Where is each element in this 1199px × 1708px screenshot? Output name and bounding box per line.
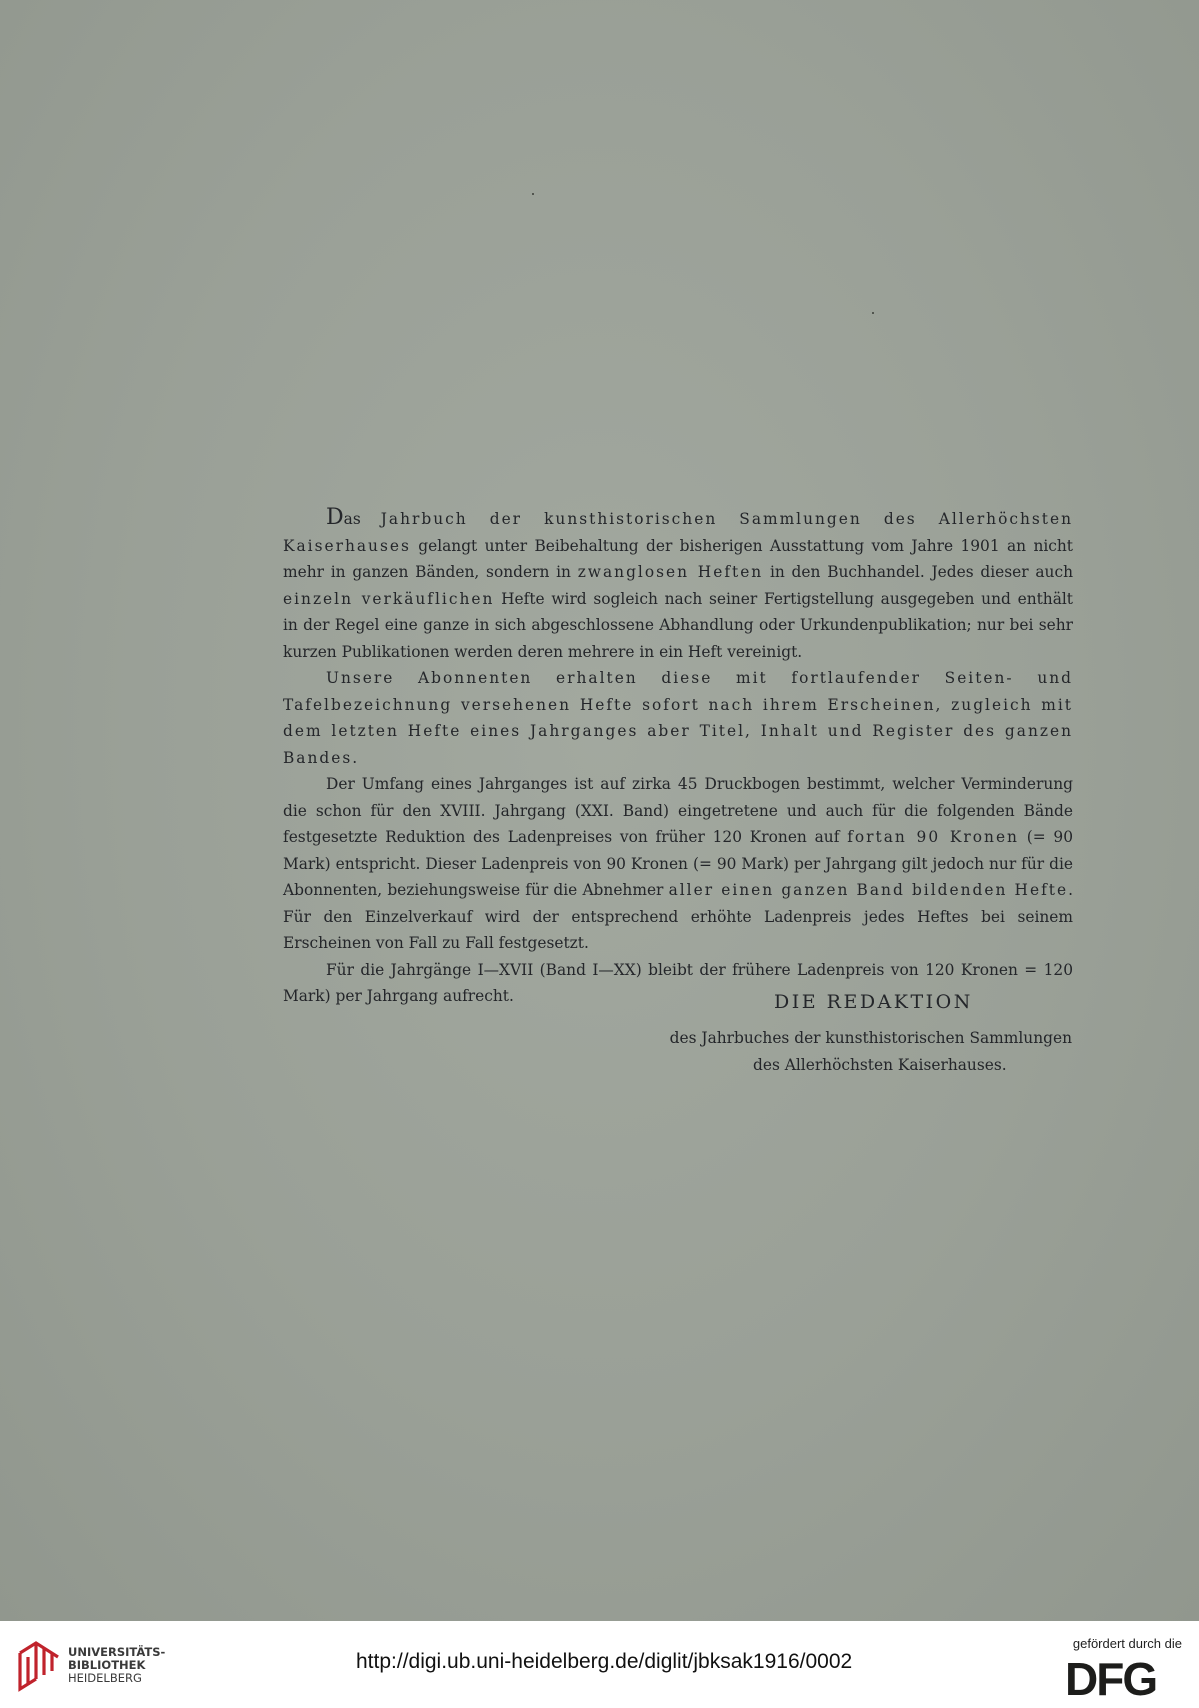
text-segment: . Für den Einzelverkauf wird der entsprechend erhöhte Ladenpreis jedes Heftes bei seinem Erscheinen von Fall zu Fall festgesetzt. — [283, 881, 1073, 952]
spaced-text-segment: zwanglosen Heften — [577, 563, 764, 581]
dfg-logo-text: DFG — [1065, 1657, 1157, 1699]
library-name-line-3: HEIDELBERG — [68, 1671, 142, 1685]
funding-note: gefördert durch die — [1072, 1636, 1182, 1651]
spaced-text-segment: fortan 90 Kronen — [847, 828, 1019, 846]
paper-speck — [532, 193, 534, 195]
paragraph — [283, 665, 1073, 771]
permalink-url[interactable]: http://digi.ub.uni-heidelberg.de/diglit/jbksak1916/0002 — [356, 1650, 853, 1673]
text-segment: Hefte wird sogleich nach seiner Fertigstellung ausgegeben und enthält in der Regel eine ganze in sich abgeschlossene Abhandlung oder Urkundenpublikation; nur bei sehr kurzen Publikationen werden deren mehrere in ein Heft vereinigt. — [283, 589, 1073, 661]
library-name-line-1: UNIVERSITÄTS- — [68, 1645, 166, 1659]
text-segment: (= 90 Mark) entspricht. Dieser Ladenpreis von 90 Kronen (= 90 Mark) per Jahrgang gilt jedoch nur für die Abonnenten, beziehungsweise für die Abnehmer — [283, 828, 1073, 899]
spaced-text-segment: einzeln verkäuflichen — [283, 589, 495, 608]
library-name[interactable] — [68, 1646, 165, 1685]
dfg-logo-icon[interactable] — [1065, 1657, 1182, 1699]
dropcap-letter: D — [326, 505, 344, 530]
paragraph — [283, 771, 1073, 957]
paragraph — [283, 505, 1073, 665]
text-segment: Der Umfang eines Jahrganges ist auf zirka 45 Druckbogen bestimmt, welcher Verminderung die schon für den XVIII. Jahrgang (XXI. Band) eingetretene und auch für die folgenden Bände festgesetzte Reduktion des Ladenpreises von früher 120 Kronen auf — [283, 775, 1073, 846]
notice-text — [283, 505, 1073, 1010]
signature-line-1: des Jahrbuches der kunsthistorischen Sammlungen — [669, 1029, 1072, 1047]
spaced-text-segment: aller einen ganzen Band bildenden Hefte — [668, 881, 1069, 899]
text-segment: Für die Jahrgänge I—XVII (Band I—XX) bleibt der frühere Ladenpreis von 120 Kronen = 120 Mark) per Jahrgang aufrecht. — [283, 960, 1073, 1005]
text-segment: gelangt unter Beibehaltung der bisherigen Ausstattung vom Jahre 1901 an nicht mehr in ganzen Bänden, sondern in — [283, 536, 1073, 581]
signature-line-2: des Allerhöchsten Kaiserhauses. — [753, 1056, 1007, 1074]
footer-bar — [0, 1621, 1199, 1708]
spaced-text-segment: Jahrbuch der kunsthistorischen Sammlungen des Allerhöchsten Kaiserhauses — [283, 510, 1073, 555]
signature-title: DIE REDAKTION — [774, 991, 973, 1013]
library-name-line-2: BIBLIOTHEK — [68, 1658, 146, 1672]
paper-speck — [872, 312, 874, 314]
signature-block — [640, 991, 1072, 1079]
text-segment: in den Buchhandel. Jedes dieser auch — [763, 563, 1073, 581]
text-segment: as — [343, 510, 381, 528]
library-logo-icon — [14, 1635, 66, 1695]
spaced-text-segment: Unsere Abonnenten erhalten diese mit fortlaufender Seiten- und Tafelbezeichnung versehenen Hefte sofort nach ihrem Erscheinen, zugleich mit dem letzten Hefte eines Jahrganges aber Titel, Inhalt und Register des ganzen Bandes. — [283, 669, 1073, 767]
